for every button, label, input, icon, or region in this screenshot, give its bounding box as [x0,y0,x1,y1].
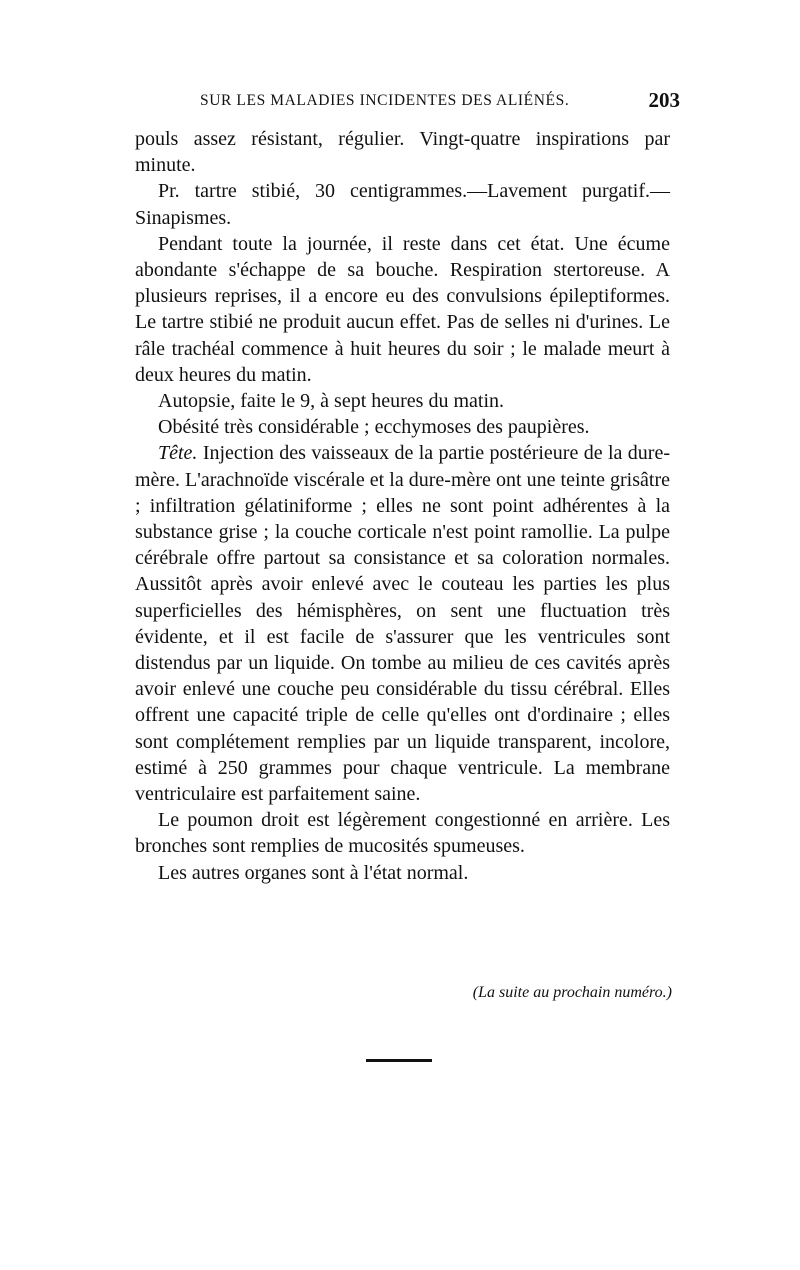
body-text [135,126,670,886]
paragraph-lungs: Le poumon droit est légèrement congestionné en arrière. Les bronches sont remplies de mucosités spumeuses. [135,809,670,858]
paragraph-head [135,440,670,807]
page-number: 203 [648,88,680,112]
paragraph-obesity: Obésité très considérable ; ecchymoses des paupières. [158,416,590,439]
page-header [200,88,680,118]
continuation-note: (La suite au prochain numéro.) [472,984,672,1001]
running-head: SUR LES MALADIES INCIDENTES DES ALIÉNÉS. [200,92,570,109]
end-rule [366,1059,432,1062]
head-section-text: Injection des vaisseaux de la partie postérieure de la dure-mère. L'arachnoïde viscérale et la dure-mère ont une teinte grisâtre ; infiltration gélatiniforme ; elles ne sont point adhérentes à la substance grise ; la couche corticale n'est point ramollie. La pulpe cérébrale offre partout sa consistance et sa coloration normales. Aussitôt après avoir enlevé avec le couteau les parties les plus superficielles des hémisphères, on sent une fluctuation très évidente, et il est facile de s'assurer que les ventricules sont distendus par un liquide. On tombe au milieu de ces cavités après avoir enlevé une couche peu considérable du tissu cérébral. Elles offrent une capacité triple de celle qu'elles ont d'ordinaire ; elles sont complétement remplies par un liquide transparent, incolore, estimé à 250 grammes pour chaque ventricule. La membrane ventriculaire est parfaitement saine. [135,442,670,806]
paragraph-pulse: pouls assez résistant, régulier. Vingt-quatre inspirations par minute. [135,128,670,177]
head-section-label: Tête. [158,442,198,465]
paragraph-prescription: Pr. tartre stibié, 30 centigrammes.—Lavement purgatif.— Sinapismes. [135,180,670,229]
paragraph-other-organs: Les autres organes sont à l'état normal. [158,861,469,884]
paragraph-day-course: Pendant toute la journée, il reste dans cet état. Une écume abondante s'échappe de sa bouche. Respiration stertoreuse. A plusieurs reprises, il a encore eu des convulsions épileptiformes. Le tartre stibié ne produit aucun effet. Pas de selles ni d'urines. Le râle trachéal commence à huit heures du soir ; le malade meurt à deux heures du matin. [135,232,670,386]
paragraph-autopsy: Autopsie, faite le 9, à sept heures du matin. [158,390,505,413]
